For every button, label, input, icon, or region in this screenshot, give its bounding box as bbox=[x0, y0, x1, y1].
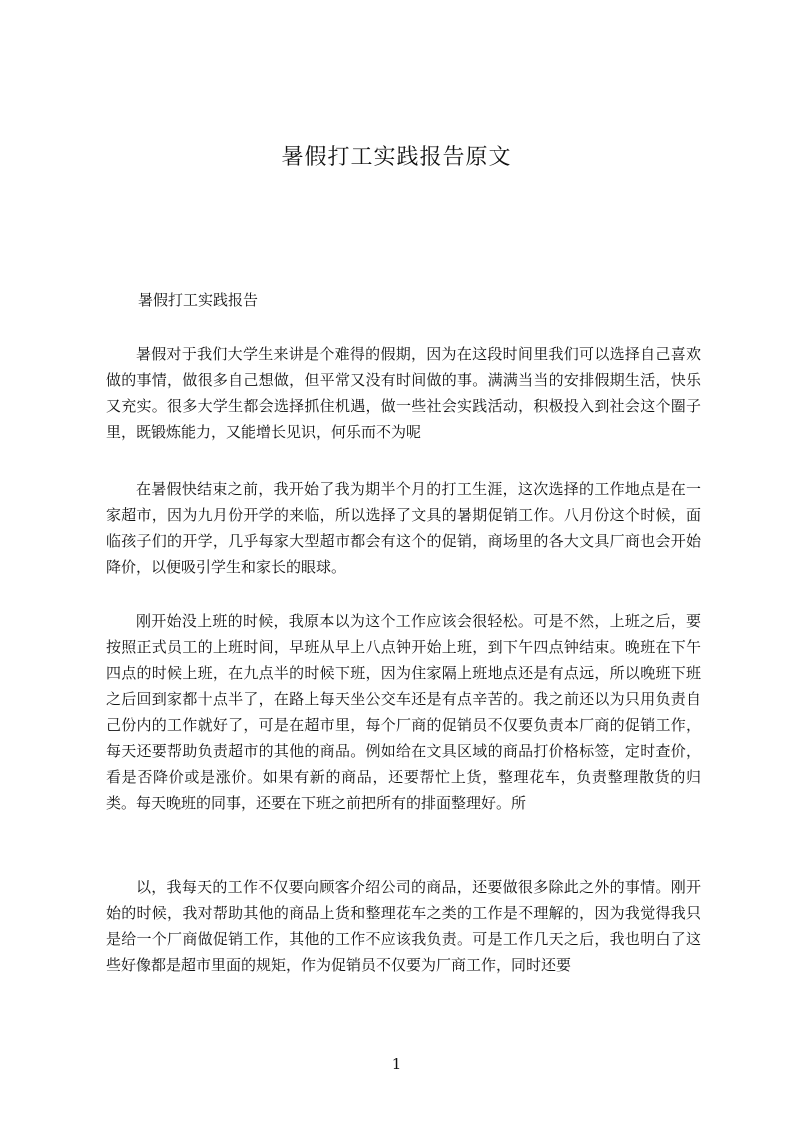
document-title: 暑假打工实践报告原文 bbox=[281, 145, 512, 170]
paragraph-3: 刚开始没上班的时候，我原本以为这个工作应该会很轻松。可是不然，上班之后，要按照正式员工的上班时间，早班从早上八点钟开始上班，到下午四点钟结束。晚班在下午四点的时候上班，在九点半的时候下班，因为住家隔上班地点还是有点远，所以晚班下班之后回到家都十点半了，在路上每天坐公交车还是有点辛苦的。我之前还以为只用负责自己份内的工作就好了，可是在超市里，每个厂商的促销员不仅要负责本厂商的促销工作，每天还要帮助负责超市的其他的商品。例如给在文具区域的商品打价格标签，定时查价，看是否降价或是涨价。如果有新的商品，还要帮忙上货，整理花车，负责整理散货的归类。每天晚班的同事，还要在下班之前把所有的排面整理好。所 bbox=[106, 612, 701, 812]
document-subtitle: 暑假打工实践报告 bbox=[138, 291, 259, 309]
paragraph-4: 以，我每天的工作不仅要向顾客介绍公司的商品，还要做很多除此之外的事情。刚开始的时候，我对帮助其他的商品上货和整理花车之类的工作是不理解的，因为我觉得我只是给一个厂商做促销工作，其他的工作不应该我负责。可是工作几天之后，我也明白了这些好像都是超市里面的规矩，作为促销员不仅要为厂商工作，同时还要 bbox=[106, 878, 701, 974]
page-number: 1 bbox=[391, 1055, 402, 1073]
paragraph-1: 暑假对于我们大学生来讲是个难得的假期，因为在这段时间里我们可以选择自己喜欢做的事情，做很多自己想做，但平常又没有时间做的事。满满当当的安排假期生活，快乐又充实。很多大学生都会选择抓住机遇，做一些社会实践活动，积极投入到社会这个圈子里，既锻炼能力，又能增长见识，何乐而不为呢 bbox=[106, 345, 701, 441]
paragraph-2: 在暑假快结束之前，我开始了我为期半个月的打工生涯，这次选择的工作地点是在一家超市，因为九月份开学的来临，所以选择了文具的暑期促销工作。八月份这个时候，面临孩子们的开学，几乎每家大型超市都会有这个的促销，商场里的各大文具厂商也会开始降价，以便吸引学生和家长的眼球。 bbox=[106, 480, 701, 576]
